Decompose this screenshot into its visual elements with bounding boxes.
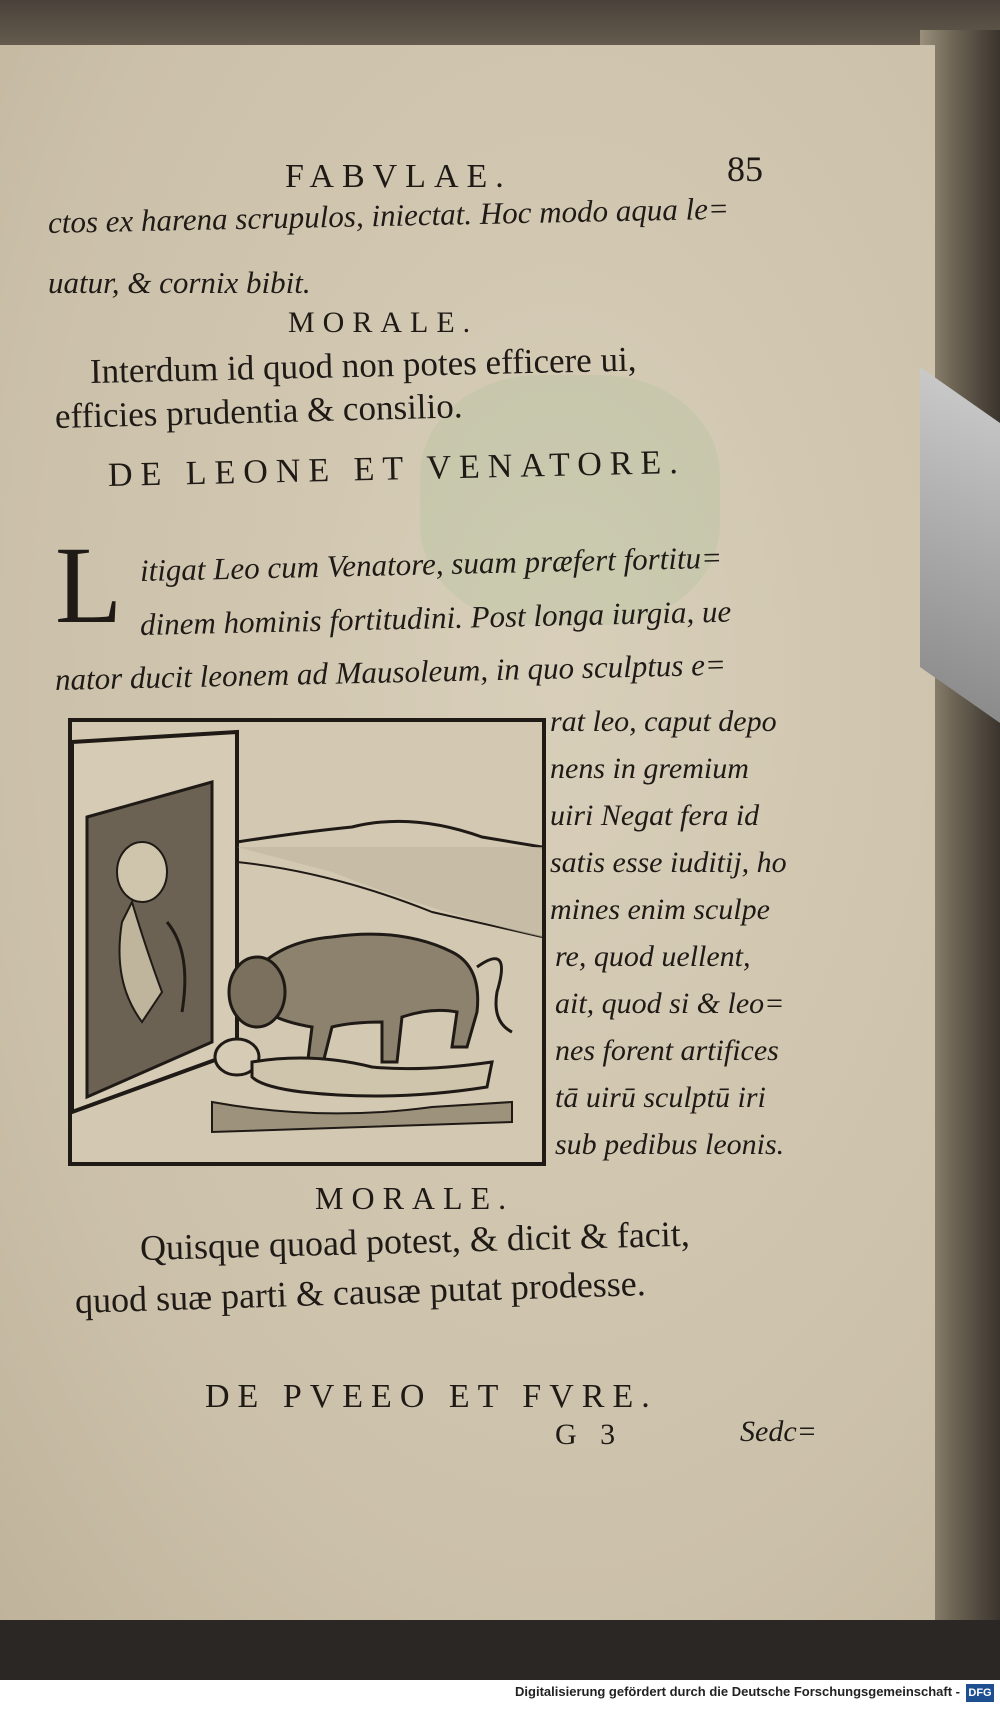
- moral-heading-1: MORALE.: [288, 306, 479, 339]
- digitization-note: Digitalisierung gefördert durch die Deutsche Forschungsgemeinschaft -: [515, 1684, 960, 1699]
- lion-tail: [477, 959, 512, 1032]
- lion-and-hunter-woodcut: [72, 722, 542, 1162]
- fable-side-line: sub pedibus leonis.: [555, 1128, 785, 1161]
- fable-line-3: nator ducit leonem ad Mausoleum, in quo sculptus e=: [54, 646, 727, 697]
- lion-head: [229, 957, 285, 1027]
- page-clip: [920, 367, 1000, 723]
- fable-side-line: uiri Negat fera id: [550, 799, 760, 832]
- hill-shading: [237, 847, 542, 937]
- fable-side-line: rat leo, caput depo: [550, 705, 777, 738]
- catchword: Sedc=: [740, 1415, 817, 1448]
- continuation-line-1: ctos ex harena scrupulos, iniectat. Hoc modo aqua le=: [47, 190, 730, 240]
- next-fable-title: DE PVEEO ET FVRE.: [205, 1378, 658, 1415]
- fable-line-2: dinem hominis fortitudini. Post longa iurgia, ue: [139, 593, 732, 642]
- signature-mark: G 3: [555, 1418, 624, 1451]
- fable-side-line: tā uirū sculptū iri: [555, 1081, 766, 1114]
- moral-heading-2: MORALE.: [315, 1180, 515, 1216]
- hill-line: [237, 821, 542, 847]
- fable-side-line: satis esse iuditij, ho: [550, 846, 787, 879]
- fable-side-line: nens in gremium: [550, 752, 749, 785]
- fable-side-line: nes forent artifices: [555, 1034, 779, 1067]
- fable-side-line: ait, quod si & leo=: [555, 987, 785, 1020]
- monument-relief: [87, 782, 212, 1097]
- moral-1-line-2: efficies prudentia & consilio.: [54, 386, 463, 436]
- man-body: [252, 1058, 492, 1096]
- dfg-logo: DFG: [966, 1684, 994, 1702]
- fable-title: DE LEONE ET VENATORE.: [107, 443, 687, 494]
- drop-cap: L: [55, 524, 123, 646]
- fable-side-line: re, quod uellent,: [555, 940, 751, 973]
- fable-side-line: mines enim sculpe: [550, 893, 770, 926]
- running-title: FABVLAE.: [285, 158, 512, 195]
- page-stain: [420, 375, 720, 625]
- moral-1-line-1: Interdum id quod non potes efficere ui,: [89, 339, 637, 391]
- page-number: 85: [727, 149, 763, 189]
- ground: [212, 1102, 512, 1132]
- woodcut-illustration: [68, 718, 546, 1166]
- continuation-line-2: uatur, & cornix bibit.: [48, 265, 311, 300]
- moral-2-line-1: Quisque quoad potest, & dicit & facit,: [139, 1213, 691, 1268]
- fable-line-1: itigat Leo cum Venatore, suam præfert fortitu=: [139, 539, 723, 588]
- relief-figure-head: [117, 842, 167, 902]
- moral-2-line-2: quod suæ parti & causæ putat prodesse.: [74, 1263, 647, 1321]
